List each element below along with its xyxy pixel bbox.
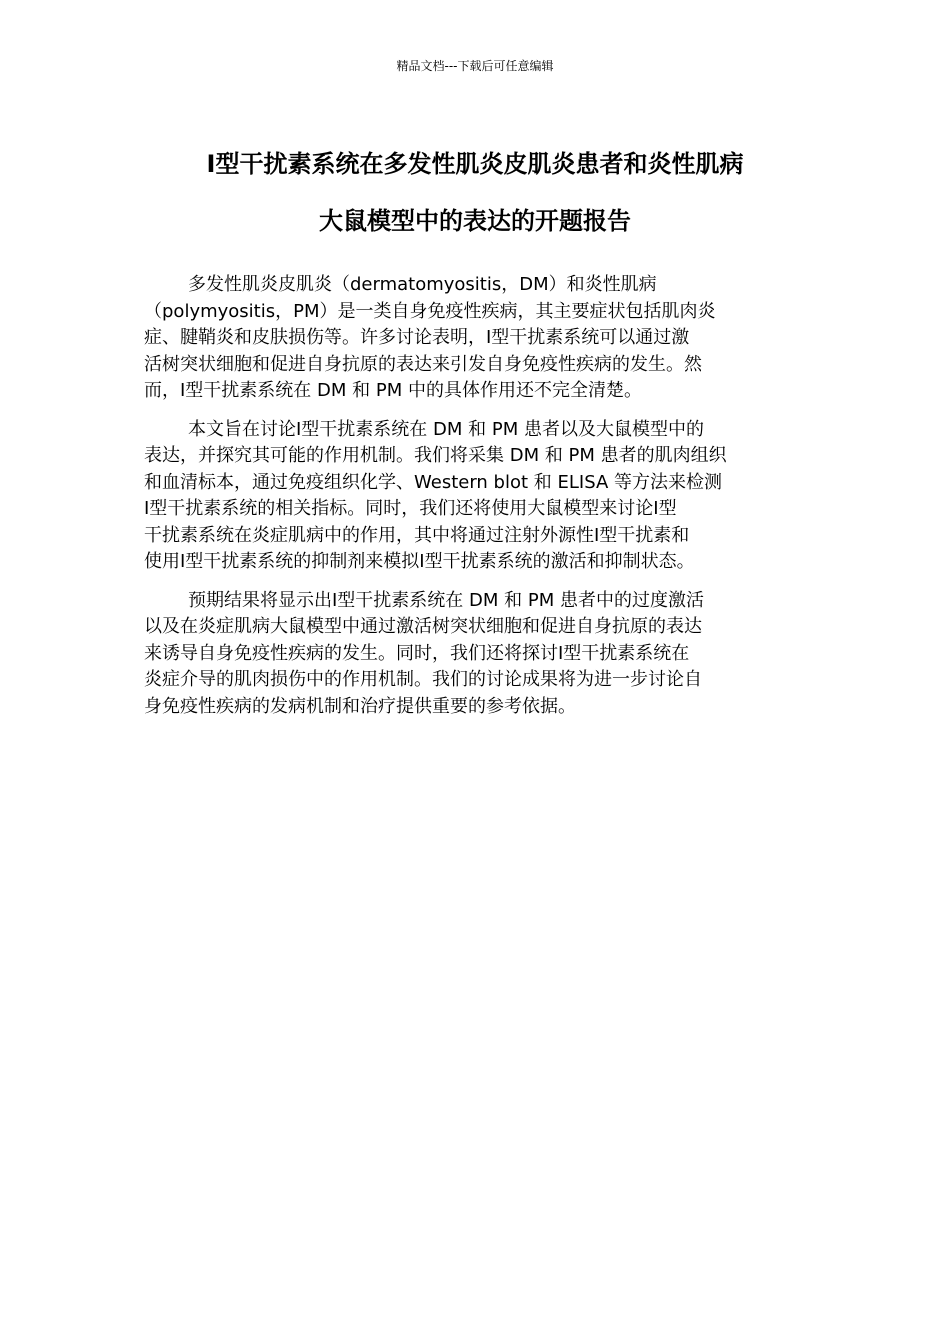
paragraph-line: 症、腱鞘炎和皮肤损伤等。许多讨论表明，Ⅰ型干扰素系统可以通过激 [144, 327, 690, 348]
title-line-2: 大鼠模型中的表达的开题报告 [319, 207, 631, 235]
title-line-1: Ⅰ型干扰素系统在多发性肌炎皮肌炎患者和炎性肌病 [206, 150, 744, 178]
paragraph-1 [144, 272, 806, 405]
paragraph-line: 而，Ⅰ型干扰素系统在 DM 和 PM 中的具体作用还不完全清楚。 [144, 380, 642, 401]
paragraph-line: 身免疫性疾病的发病机制和治疗提供重要的参考依据。 [144, 695, 576, 717]
paragraph-line: Ⅰ型干扰素系统的相关指标。同时，我们还将使用大鼠模型来讨论Ⅰ型 [144, 498, 677, 519]
paragraph-line: 炎症介导的肌肉损伤中的作用机制。我们的讨论成果将为进一步讨论自 [144, 669, 702, 690]
paragraph-line: 预期结果将显示出Ⅰ型干扰素系统在 DM 和 PM 患者中的过度激活 [188, 589, 704, 611]
paragraph-line: 以及在炎症肌病大鼠模型中通过激活树突状细胞和促进自身抗原的表达 [144, 616, 702, 637]
paragraph-2 [144, 417, 806, 576]
paragraph-line: 使用Ⅰ型干扰素系统的抑制剂来模拟Ⅰ型干扰素系统的激活和抑制状态。 [144, 551, 695, 572]
paragraph-line: （polymyositis，PM）是一类自身免疫性疾病，其主要症状包括肌肉炎 [144, 300, 716, 322]
paragraph-line: 多发性肌炎皮肌炎（dermatomyositis，DM）和炎性肌病 [188, 274, 657, 295]
document-body [144, 272, 806, 732]
paragraph-line: 本文旨在讨论Ⅰ型干扰素系统在 DM 和 PM 患者以及大鼠模型中的 [188, 418, 704, 440]
paragraph-line: 和血清标本，通过免疫组织化学、Western blot 和 ELISA 等方法来检测 [144, 471, 722, 493]
page-header: 精品文档---下载后可任意编辑 [396, 59, 554, 73]
paragraph-line: 来诱导自身免疫性疾病的发生。同时，我们还将探讨Ⅰ型干扰素系统在 [144, 642, 690, 664]
paragraph-line: 活树突状细胞和促进自身抗原的表达来引发自身免疫性疾病的发生。然 [144, 353, 702, 375]
document-title [100, 136, 850, 250]
paragraph-line: 干扰素系统在炎症肌病中的作用，其中将通过注射外源性Ⅰ型干扰素和 [144, 524, 690, 546]
paragraph-3 [144, 588, 806, 721]
paragraph-line: 表达，并探究其可能的作用机制。我们将采集 DM 和 PM 患者的肌肉组织 [144, 445, 727, 466]
